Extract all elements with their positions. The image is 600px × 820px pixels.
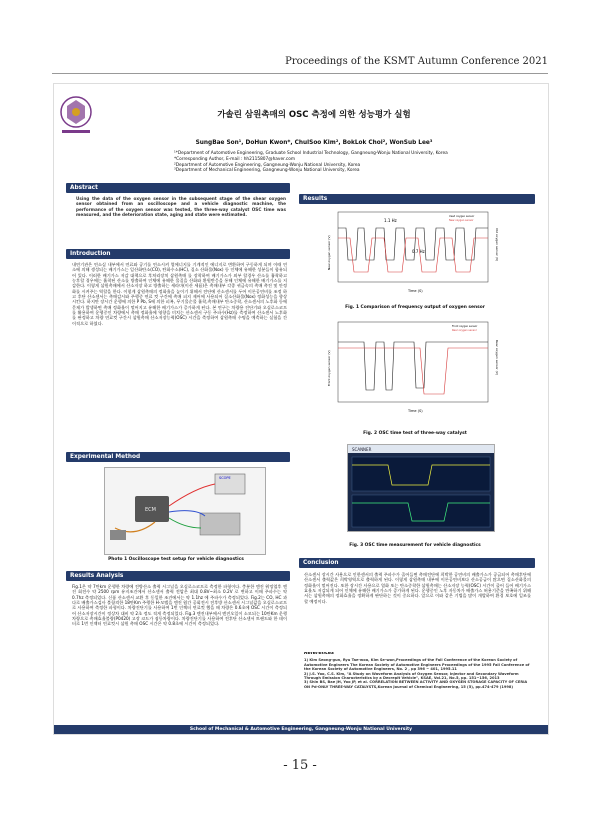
affiliation-1: ¹*Department of Automotive Engineering, Graduate School Industrial Technology, Gangneung-Wonju National University, Korea — [174, 151, 448, 156]
results-heading: Results — [299, 194, 535, 204]
fig1-chart — [324, 208, 504, 296]
references-block — [304, 652, 531, 726]
fig1-legend-used: Used oxygen sensor — [449, 215, 475, 218]
results-analysis-text: Fig.1은 약 7만km 운행한 차량에 전방산소 출력 시그널을 오실로스코프로 측정한 파형이다. 충분한 엔진 워밍업후 엔진 회전수 약 2500 rpm 유지조건에서 산소센서 출력 전압은 최대 0.8V~최소 0.2V 로 변하고 이때 주파수는 약 0.7hz 측정되었다. 신품 산소센서 교환 후 동일한 조건에서는 약 1.1hz 에 주파수가 측정되었다. Fig.2는 CO, HC 과다로 배출가스검사 불합격한 18만Km 주행한 H-모델을 엔진 웜간 공회전시 전후방 산소센서 시그널값을 오실로스코프로 사용하여 측정한 파형이다. 차량진단기를 사용하여 1번 인젝터 연료컷 했을 때 차량은 0.6초에 OSC 시간이 측정되어 산소저장시간이 정상차 대비 약 2초 정도 적게 측정되었다. Fig.3 엔진내부에서 엔진오일이 소모되는 10만Km 운행차량으로 촉매효율불량(P0420) 고장 코드가 점등차량이다. 차량진단기를 사용하여 전후단 산소센서 트랜드와 한 데이터로 1번 인젝터 연료컷시 삼원 촉매 OSC 시간은 약 0.8초에 시간이 측정되었다. — [72, 584, 287, 627]
fig1-caption: Fig. 1 Comparison of frequency output of oxygen sensor — [345, 305, 485, 310]
scanner-title: SCANNER — [352, 447, 372, 452]
fig2-x-label: Time (S) — [408, 409, 423, 413]
reference-2: 2) J.S. Yoo, C.S. Kim, "A Study on Waveform Analysis of Oxygen Sensor, Injector and Secondary Waveform Through Emission Characteristics by a Decrepit Vehicle", KSAE, Vol.21, No.5, pp. 151~156, 2013 — [304, 671, 519, 681]
introduction-text: 내연기관은 연소실 내부에서 연료와 공기를 연소시켜 열에너지를 기계적인 에너지로 변환하여 구동하게 되며 이때 연소에 의해 생성되는 배기가스는 일산화탄소(CO), 탄화수소(HC), 질소 산화물(Nox) 등 인체에 유해한 성분들이 함유되어 있다. 이러한 배기가스 저감 대책으로 후처리장치 삼원촉매 를 장착하여 배기가스가 외부 할경우 산소를 흡착하고 농후할 경우에는 흡착된 산소를 방출하여 인체에 유해한 물질을 산화와 환원반응을 통해 인체에 유해한 배기가스를 저감한다. 이렇게 삼원촉매에서 산소저장 하고 방출하는 세라마(이산 세륨)은 촉매내부 각종 귀금속의 촉매 촉진 및 안정화를 시켜주는 역할을 한다. 이렇게 삼원촉매의 정화율을 높이기 위해서 전단에 산소센서를 두어 이론공연비를 조정 하고 후단 산소센서는 촉매감시와 주행중 연료 컷 구간에 촉매 피지 제어에 사용되어 질소산화물(Nox) 정화성능을 향상시킨다. 하지만 장시간 운행에 의한 P Pb, S에 의한 피복, 무기물순물 흡착,촉매내부 탄소중착, 산소센서의 노후화 등에 문제가 발생하면 촉매 정화율이 떨어지고 유해한 배기가스가 증가하게 된다. 본 연구는 차량용 진단기와 오실로스코프를 활용하여 운행중인 차량에서 촉매 정화율에 영향을 미치는 산소센서 구동 주파수(Hz)를 측정하여 산소센서 노후화를 판정하고 차량 연료컷 구간시 삼원촉매 산소저장능력(OSC) 시간을 측정하여 삼원촉매 수명을 예측하는 실험을 간이적으로 하였다. — [72, 262, 287, 326]
affiliation-3: ³Department of Mechanical Engineering, Gangneung-Wonju National University, Korea — [174, 168, 360, 174]
introduction-heading: Introduction — [66, 249, 290, 259]
poster-title: 가솔린 삼원촉매의 OSC 측정에 의한 성능평가 실험 — [217, 110, 411, 120]
oscilloscope-setup-photo — [104, 467, 266, 555]
affiliation-2: ²Department of Automotive Engineering, Gangneung-Wonju National University, Korea — [174, 162, 361, 168]
affiliations — [174, 151, 534, 174]
fig1-y-right-label: Old oxygen sensor (V) — [495, 228, 499, 262]
label-1-1hz: 1.1 Hz — [384, 218, 397, 223]
fig3-scanner-screenshot — [347, 444, 495, 532]
fig2-y-right-label: Rear oxygen sensor (V) — [495, 340, 499, 376]
page-number: - 15 - — [283, 758, 317, 773]
conclusion-heading: Conclusion — [299, 558, 535, 568]
fig1-legend-new: New oxygen sensor — [449, 219, 474, 222]
abstract-text: Using the data of the oxygen sensor in the subsequent stage of the shear oxygen sensor obtained from an oscilloscope and a vehicle diagnostic machine, the performance of the oxygen sensor was tested, the three-way catalyst OSC time was measured, and the deterioration state, aging and state were estimated. — [76, 196, 286, 218]
poster — [53, 83, 549, 735]
fig2-caption: Fig. 2 OSC time test of three-way catalyst — [363, 431, 467, 436]
conclusion-text: 산소센서 장시간 사용으로 인한센서의 출력 주파수가 줄어들면 촉매전단에 희박한 공연비의 배출가스가 공급되어 촉매후단에 산소센서 출력값은 희박영역으로 출력하게 된다. 이렇게 삼원촉매 내부에 이론공연비보다 산소공급이 많으면 질소산화물의 정화율이 떨어진다. 또한 장시간 사용으로 열화 또는 탄소중착한 삼원촉매는 산소저장 능력(OSC) 시간이 줄어 들어 배기가스 효율도 저감되게 되어 인체에 유해한 배기가스가 증가하게 된다. 운행중인 노후 자동차가 배출가스 허용기준을 만족하기 위해서는 삼원촉매의 정화효율을 정확하게 판단하는 것이 중요하다. 앞으로 이와 같은 기법을 많이 개발하여 환경 보호에 일조를 할 예정이다. — [304, 572, 531, 604]
fig3-caption: Fig. 3 OSC time measurement for vehicle diagnostics — [349, 543, 481, 548]
reference-3: 3) Shin BS, Bae JH, Yoo JP, et al. CORRELATION BETWEEN ACTIVITY AND OXYGEN STORAGE CAPACITY OF CERIA ON Pd-ONLY THREE-WAY CATALYSTS,Korean Journal of Chemical Engineering, 15 (5), pp.474-479 (1998) — [304, 680, 528, 689]
fig2-legend-rear: Rear oxygen sensor — [452, 329, 477, 332]
svg-text:ECM: ECM — [145, 507, 156, 513]
poster-footer: School of Mechanical & Automotive Engineering, Gangneung-Wonju National University — [54, 725, 548, 734]
abstract-heading: Abstract — [66, 183, 290, 193]
poster-authors: SungBae Son¹, DoHun Kwon*, ChulSoo Kim², BokLok Choi², WonSub Lee³ — [195, 140, 433, 146]
references-title: References — [304, 652, 335, 656]
label-0-7hz: 0.7 Hz — [412, 249, 425, 254]
reference-1: 1) Kim Seong-gun, Ryu Tae-woo, Kim Se-won,Proceedings of the Fall Conference of the Korean Society of Automotive Engineers The Korean Society of Automotive Engineers Proceedings of the 1995 Fall Conference of the Korean Society of Automotive Engineers, No. 2 , pp 396 ~ 401, 1995.11 — [304, 658, 530, 672]
affiliation-corresponding: *Corresponding Author, E-mail : hh2115807@haver.com — [174, 156, 296, 162]
header-rule — [52, 73, 548, 74]
experimental-heading: Experimental Method — [66, 452, 290, 462]
proceedings-header: Proceedings of the KSMT Autumn Conference 2021 — [285, 56, 548, 67]
university-logo — [58, 94, 94, 138]
fig2-chart — [324, 318, 504, 418]
fig2-y-left-label: Front oxygen sensor (V) — [327, 350, 331, 386]
fig1-y-left-label: New oxygen sensor (V) — [327, 235, 331, 270]
svg-text:SCOPE: SCOPE — [219, 476, 231, 480]
results-analysis-heading: Results Analysis — [66, 571, 290, 581]
fig2-legend-front: Front oxygen sensor — [452, 325, 478, 328]
photo1-caption: Photo 1 Oscilloscope test setup for vehicle diagnostics — [108, 557, 244, 562]
fig1-x-label: Time (S) — [408, 289, 423, 293]
